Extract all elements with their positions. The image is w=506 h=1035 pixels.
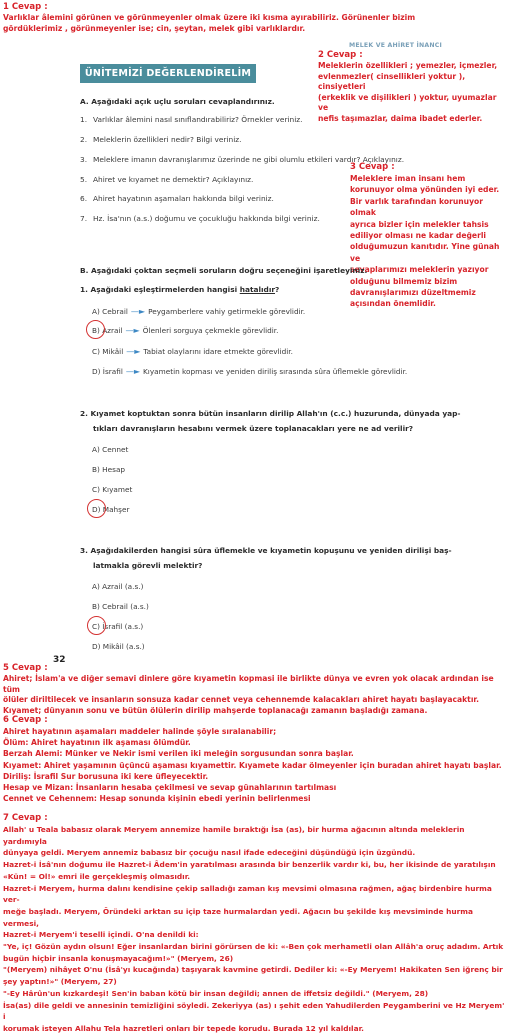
answer-1-title: 1 Cevap : [3, 2, 48, 12]
q1-option-a: A) Cebrail —► Peygamberlere vahiy getirmekle görevlidir. [92, 307, 306, 316]
answer-line: (erkeklik ve dişilikleri ) yoktur, uyumazlar ve [318, 92, 497, 113]
q2-option-d: D) Mahşer [92, 505, 130, 514]
arrow-right-icon: —► [126, 347, 141, 356]
answer-5-title: 5 Cevap : [3, 663, 48, 673]
answer-3-text [350, 173, 505, 310]
answer-line: bugün hiçbir insanla konuşmayacağım!»" (Meryem, 26) [3, 953, 234, 963]
answer-line: gördüklerimiz , görünmeyenler ise; cin, şeytan, melek gibi varlıklardır. [3, 23, 306, 33]
q1-option-d: D) İsrafil —► Kıyametin kopması ve yeniden diriliş sırasında sûra üflemekle görevlidir. [92, 367, 408, 376]
question-a2: 2. Meleklerin özellikleri nedir? Bilgi veriniz. [80, 135, 242, 144]
unit-review-banner: ÜNİTEMİZİ DEĞERLENDİRELİM [80, 64, 256, 83]
question-a7: 7. Hz. İsa'nın (a.s.) doğumu ve çocukluğu hakkında bilgi veriniz. [80, 214, 320, 223]
answer-line: şey yaptın!»" (Meryem, 27) [3, 977, 117, 987]
answer-line: "(Meryem) nihâyet O'nu (İsâ'yı kucağında) taşıyarak kavmine getirdi. Dediler ki: «-Ey Meryem! Hakikaten Sen iğrenç bir [3, 965, 503, 975]
answer-line: Ahiret; İslam'a ve diğer semavi dinlere göre kıyametin kopmasi ile birlikte dünya ve evren yok olacak ardından ise tüm [3, 674, 494, 694]
q2-option-b: B) Hesap [92, 465, 126, 474]
answer-line: açısından önemlidir. [350, 299, 436, 309]
answer-line: Ölüm: Ahiret hayatının ilk aşaması ölümdür. [3, 738, 191, 748]
q2-option-c: C) Kıyamet [92, 485, 133, 494]
arrow-right-icon: —► [125, 326, 140, 335]
question-b2-line2: tıkları davranışların hesabını vermek üzere toplanacakları yere ne ad verilir? [93, 424, 414, 433]
answer-line: evlenmezler( cinsellikleri yoktur ), cinsiyetleri [318, 71, 466, 92]
question-a1: 1. Varlıklar âlemini nasıl sınıflandırabiliriz? Örnekler veriniz. [80, 115, 303, 124]
answer-line: ayrıca bizler için melekler tahsis [350, 219, 489, 229]
q3-option-b: B) Cebrail (a.s.) [92, 602, 149, 611]
section-b-heading: B. Aşağıdaki çoktan seçmeli soruların doğru seçeneğini işaretleyiniz. [80, 266, 368, 275]
answer-line: olduğumuzun kanıtıdır. Yine günah ve [350, 242, 500, 263]
answer-1-text [3, 13, 503, 34]
answer-line: korunuyor olma yönünden iyi eder. [350, 185, 500, 195]
answer-6-text [3, 726, 505, 804]
answer-line: "Ye, iç! Gözün aydın olsun! Eğer insanlardan birini görürsen de ki: «-Ben çok merhametli olan Allâh'a oruç adadım. Artık [3, 942, 504, 952]
question-a6: 6. Ahiret hayatının aşamaları hakkında bilgi veriniz. [80, 194, 274, 203]
answer-line: Cennet ve Cehennem: Hesap sonunda kişinin ebedi yerinin belirlenmesi [3, 794, 311, 804]
answer-5-text [3, 674, 505, 716]
answer-line: meğe başladı. Meryem, Öründeki arktan su içip taze hurmalardan yedi. Ağacın bu şekilde kış mevsiminde hurma vermesi, [3, 906, 473, 928]
answer-line: nefis taşımazlar, daima ibadet ederler. [318, 113, 483, 123]
answer-line: Varlıklar âlemini görünen ve görünmeyenler olmak üzere iki kısma ayırabiliriz. Görünenler bizim [3, 13, 416, 22]
question-a3: 3. Meleklere imanın davranışlarımız üzerinde ne gibi olumlu etkileri vardır? Açıklayınız. [80, 155, 405, 164]
answer-7-text [3, 824, 506, 1035]
answer-3-title: 3 Cevap : [350, 162, 395, 172]
answer-2-title: 2 Cevap : [318, 50, 363, 60]
answer-mark-circle [87, 616, 106, 635]
answer-line: Kıyamet; dünyanın sonu ve bütün ölülerin dirilip mahşerde toplanacağı zamanın başladığı zamana. [3, 705, 428, 715]
q3-option-c: C) İsrafil (a.s.) [92, 622, 144, 631]
answer-line: "-Ey Hârûn'un kızkardeşi! Sen'in baban kötü bir insan değildi; annen de iffetsiz değildi." (Meryem, 28) [3, 988, 429, 998]
answer-line: Meleklerin özellikleri ; yemezler, içmezler, [318, 61, 498, 70]
answer-mark-circle [86, 320, 105, 339]
answer-line: «Kün! = Ol!» emri ile gerçekleşmiş olmasıdır. [3, 871, 191, 881]
answer-line: Berzah Alemi: Münker ve Nekir ismi verilen iki meleğin sorgusundan sonra başlar. [3, 749, 354, 759]
answer-line: Hazret-i İsâ'nın doğumu ile Hazret-i Âdem'in yaratılması arasında bir benzerlik vardır ki, bu, her ikisinde de yaratılışın [3, 860, 496, 870]
page-number: 32 [53, 655, 66, 665]
arrow-right-icon: —► [125, 367, 141, 376]
answer-line: İsa(as) dile geldi ve annesinin temizliğini söyledi. Zekeriyya (as) ı şehit eden Yahudilerden Peygamberini ve Hz Meryem' i [3, 1000, 505, 1022]
answer-line: Hazret-i Meryem'i teselli içindi. O'na denildi ki: [3, 930, 199, 940]
answer-line: Hesap ve Mizan: İnsanların hesaba çekilmesi ve sevap günahlarının tartılması [3, 783, 337, 793]
answer-line: olduğunu bilmemiz bizim [350, 276, 458, 286]
answer-line: Bir varlık tarafından korunuyor olmak [350, 196, 483, 218]
q1-option-c: C) Mikâil —► Tabiat olaylarını idare etmekte görevlidir. [92, 347, 293, 356]
q2-option-a: A) Cennet [92, 445, 129, 454]
answer-7-title: 7 Cevap : [3, 813, 48, 823]
q3-option-a: A) Azrail (a.s.) [92, 582, 144, 591]
q3-option-d: D) Mikâil (a.s.) [92, 642, 145, 651]
answer-line: Ahiret hayatının aşamaları maddeler halinde şöyle sıralanabilir; [3, 727, 277, 736]
answer-line: Diriliş: İsrafil Sur borusuna iki kere üfleyecektir. [3, 771, 209, 781]
answer-line: korumak isteyen Allahu Tela hazretleri onları bir tepede korudu. Burada 12 yıl kaldılar. [3, 1023, 364, 1033]
question-b3-line1: 3. Aşağıdakilerden hangisi sûra üflemekle ve kıyametin kopuşunu ve yeniden dirilişi baş- [80, 546, 452, 555]
answer-line: ediliyor olması ne kadar değerli [350, 231, 487, 241]
answer-mark-circle [87, 499, 106, 518]
answer-line: sevaplarımızı meleklerin yazıyor [350, 265, 489, 275]
question-a5: 5. Ahiret ve kıyamet ne demektir? Açıklayınız. [80, 175, 254, 184]
q1-option-b: B) Azrail —► Ölenleri sorguya çekmekle görevlidir. [92, 326, 279, 335]
answer-line: davranışlarımızı düzeltmemiz [350, 288, 476, 298]
answer-line: ölüler diriltilecek ve insanların sonsuza kadar cennet veya cehennemde kalacakları ahiret hayatı başlayacaktır. [3, 695, 479, 705]
section-a-heading: A. Aşağıdaki açık uçlu soruları cevaplandırınız. [80, 97, 275, 106]
answer-line: Kıyamet: Ahiret yaşamının üçüncü aşaması kıyamettir. Kıyamete kadar ölmeyenler için buradan ahiret hayatı başlar. [3, 760, 502, 770]
question-b1: 1. Aşağıdaki eşleştirmelerden hangisi hatalıdır? [80, 285, 280, 294]
answer-6-title: 6 Cevap : [3, 715, 48, 725]
question-b2-line1: 2. Kıyamet koptuktan sonra bütün insanların dirilip Allah'ın (c.c.) huzurunda, dünyada yap- [80, 409, 461, 418]
answer-line: Allah' u Teala babasız olarak Meryem annemize hamile bıraktığı İsa (as), bir hurma ağacının altında meleklerin yardımıyla [3, 825, 465, 846]
answer-2-text [318, 61, 504, 125]
arrow-right-icon: —► [130, 307, 146, 316]
unit-header-tag: MELEK VE AHİRET İNANCI [349, 42, 442, 49]
answer-line: Hazret-i Meryem, hurma dalını kendisine çekip salladığı zaman kış mevsimi olmasına rağmen, ağaç birdenbire hurma ver- [3, 883, 492, 905]
question-b3-line2: latmakla görevli melektir? [93, 561, 203, 570]
answer-line: dünyaya geldi. Meryem annemiz babasız bir çocuğu nasıl ifade edeceğini düşündüğü için üzgündü. [3, 848, 416, 858]
answer-line: Meleklere iman insanı hem [350, 174, 466, 183]
